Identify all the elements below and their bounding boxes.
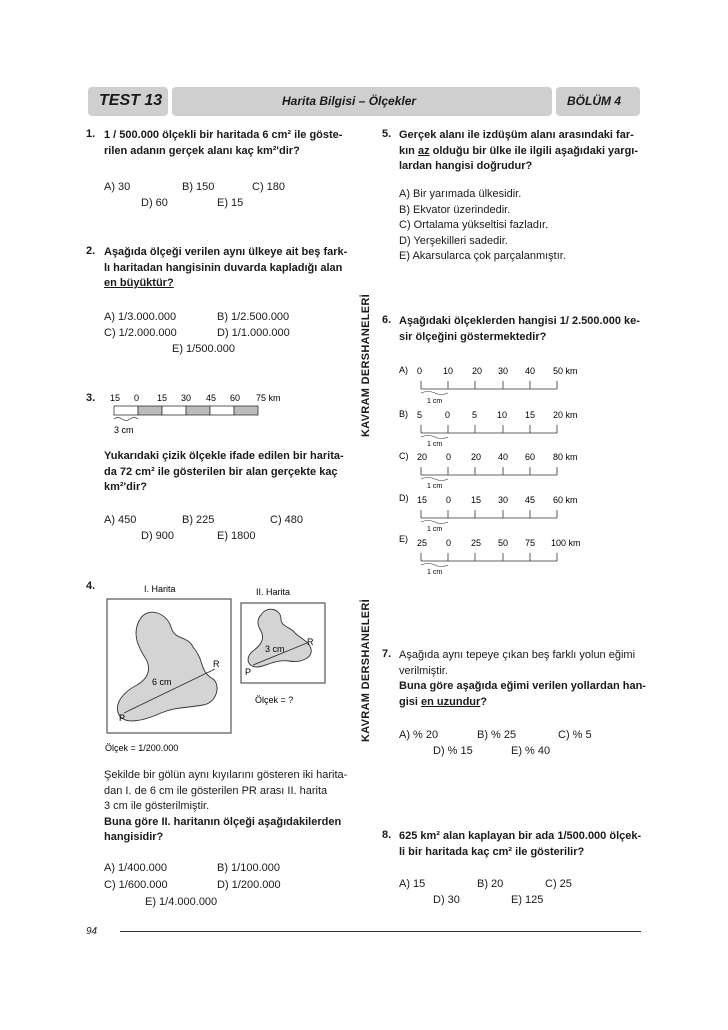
question-number: 2.	[86, 245, 96, 257]
question-number: 3.	[86, 392, 96, 404]
scale-label: 50 km	[553, 366, 578, 376]
question-text	[104, 128, 342, 159]
question-number: 5.	[382, 128, 392, 140]
question-line: rilen adanın gerçek alanı kaç km²'dir?	[104, 144, 300, 157]
question-line: 625 km² alan kaplayan bir ada 1/500.000 ölçek-	[399, 830, 642, 842]
scale-label: 0	[446, 495, 452, 505]
option-b[interactable]: B) 150	[182, 181, 215, 193]
option-a[interactable]: A) 450	[104, 514, 137, 526]
scale-letter: B)	[399, 409, 408, 419]
question-fragment-underlined: en uzundur	[421, 695, 481, 708]
scale-label: 75 km	[256, 393, 281, 403]
option-c[interactable]: C) % 5	[558, 729, 592, 741]
map1-dist: 6 cm	[152, 677, 172, 687]
option-b[interactable]: B) 20	[477, 878, 504, 890]
option-e[interactable]: E) % 40	[511, 745, 551, 757]
scale-label: 25	[471, 538, 482, 548]
scale-label: 15	[157, 393, 168, 403]
option-c[interactable]: C) 1/2.000.000	[104, 327, 177, 339]
question-line: lardan hangisi doğrudur?	[399, 160, 533, 172]
option-e[interactable]: E) 1800	[217, 530, 256, 542]
scale-label: 15	[417, 495, 428, 505]
map2-scale: Ölçek = ?	[255, 695, 294, 705]
option-b[interactable]: B) 225	[182, 514, 215, 526]
option-a[interactable]: A) % 20	[399, 729, 439, 741]
scale-label: 20 km	[553, 410, 578, 420]
scale-label: 45	[525, 495, 536, 505]
map1-point-p: P	[119, 713, 126, 723]
question-line: Buna göre aşağıda eğimi verilen yollardan han-	[399, 680, 646, 692]
scale-letter: E)	[399, 534, 408, 544]
scale-label: 10	[443, 366, 454, 376]
question-line: Aşağıda ölçeği verilen aynı ülkeye ait beş fark-	[104, 246, 348, 258]
question-fragment: kın	[399, 144, 418, 157]
scale-cm-label: 1 cm	[427, 441, 443, 448]
question-number: 4.	[86, 580, 96, 592]
scale-label: 10	[497, 410, 508, 420]
question-line: verilmiştir.	[399, 664, 448, 677]
question-text	[399, 648, 646, 710]
scale-cm-label: 1 cm	[427, 398, 443, 405]
scale-label: 20	[472, 366, 483, 376]
scale-label: 40	[498, 452, 509, 462]
question-line	[399, 144, 638, 160]
option-b[interactable]: B) Ekvator üzerindedir.	[399, 204, 511, 216]
map2-point-r: R	[307, 637, 314, 647]
question-line-underlined: en büyüktür?	[104, 277, 174, 289]
question-number: 7.	[382, 648, 392, 660]
option-d[interactable]: D) 900	[141, 530, 175, 542]
scale-label: 45	[206, 393, 217, 403]
option-c[interactable]: C) 180	[252, 181, 286, 193]
option-c[interactable]: C) 1/600.000	[104, 879, 168, 891]
side-label-top: KAVRAM DERSHANELERİ	[360, 293, 372, 437]
scale-label: 0	[134, 393, 140, 403]
scale-label: 20	[417, 452, 428, 462]
scale-letter: C)	[399, 451, 409, 461]
question-fragment: ?	[480, 695, 488, 708]
question-fragment-underlined: az	[417, 144, 430, 157]
map2-dist: 3 cm	[265, 644, 285, 654]
question-number: 6.	[382, 314, 392, 326]
question-line: Yukarıdaki çizik ölçekle ifade edilen bir harita-	[104, 450, 344, 462]
option-b[interactable]: B) 1/2.500.000	[217, 311, 290, 323]
map1-scale: Ölçek = 1/200.000	[105, 743, 179, 753]
scale-label: 0	[446, 538, 452, 548]
header-section: BÖLÜM 4	[567, 94, 621, 108]
scale-option-d[interactable]	[399, 493, 578, 533]
header-title-box	[172, 87, 552, 116]
question-line: dan I. de 6 cm ile gösterilen PR arası II. harita	[104, 784, 328, 797]
scale-label: 30	[498, 495, 509, 505]
scale-label: 15	[110, 393, 121, 403]
question-line: Şekilde bir gölün aynı kıyılarını gösteren iki harita-	[104, 769, 348, 781]
question-fragment: gisi	[399, 695, 422, 708]
scale-option-c[interactable]	[399, 451, 578, 490]
scale-letter: D)	[399, 493, 409, 503]
question-text	[104, 245, 347, 292]
scale-option-b[interactable]	[399, 409, 578, 448]
question-line: Buna göre II. haritanın ölçeği aşağıdakilerden	[104, 815, 342, 828]
question-line: Aşağıda aynı tepeye çıkan beş farklı yolun eğimi	[399, 649, 636, 661]
option-b[interactable]: B) 1/100.000	[217, 862, 280, 874]
option-a[interactable]: A) 1/400.000	[104, 862, 167, 874]
scale-label: 60	[230, 393, 241, 403]
scale-label: 15	[525, 410, 536, 420]
question-line: Gerçek alanı ile izdüşüm alanı arasındaki far-	[399, 129, 634, 141]
scale-label: 0	[445, 410, 451, 420]
question-line: li bir haritada kaç cm² ile gösterilir?	[399, 845, 585, 858]
question-line: Aşağıdaki ölçeklerden hangisi 1/ 2.500.000 ke-	[399, 315, 640, 327]
question-line: hangisidir?	[104, 831, 164, 843]
scale-label: 100 km	[551, 538, 581, 548]
question-line	[399, 695, 646, 711]
scale-option-a[interactable]	[399, 365, 578, 405]
scale-label: 30	[181, 393, 192, 403]
question-text	[104, 768, 347, 846]
option-b[interactable]: B) % 25	[477, 729, 517, 741]
scale-label: 20	[471, 452, 482, 462]
option-c[interactable]: C) 480	[270, 514, 304, 526]
option-d[interactable]: D) 1/1.000.000	[217, 327, 290, 339]
graphic-scale	[100, 388, 300, 438]
header-title: Harita Bilgisi – Ölçekler	[282, 94, 417, 108]
scale-option-e[interactable]	[399, 534, 581, 576]
test-label: TEST 13	[99, 92, 163, 109]
question-number: 8.	[382, 829, 392, 841]
option-d[interactable]: D) 60	[141, 197, 168, 209]
question-text	[399, 314, 640, 345]
header-section-box	[556, 87, 640, 116]
question-number: 1.	[86, 128, 96, 140]
scale-options-figure	[395, 362, 615, 577]
lake-maps-figure	[95, 575, 365, 760]
page-number: 94	[86, 926, 98, 937]
option-e[interactable]: E) Akarsularca çok parçalanmıştır.	[399, 250, 566, 262]
map1-title: I. Harita	[144, 584, 176, 594]
option-d[interactable]: D) 1/200.000	[217, 879, 281, 891]
question-line: sir ölçeğini göstermektedir?	[399, 330, 547, 343]
option-a[interactable]: A) 15	[399, 878, 426, 890]
option-e[interactable]: E) 1/500.000	[172, 343, 235, 355]
header-test-box	[88, 87, 168, 116]
scale-letter: A)	[399, 365, 408, 375]
scale-label: 60	[525, 452, 536, 462]
map2-title: II. Harita	[256, 587, 291, 597]
option-d[interactable]: D) Yerşekilleri sadedir.	[399, 235, 508, 247]
option-c[interactable]: C) Ortalama yükseltisi fazladır.	[399, 219, 549, 231]
scale-label: 15	[471, 495, 482, 505]
option-a[interactable]: A) 1/3.000.000	[104, 311, 177, 323]
question-text	[399, 128, 638, 175]
question-text	[104, 449, 344, 496]
scale-label: 0	[446, 452, 452, 462]
question-text	[399, 829, 641, 860]
scale-label: 5	[472, 410, 478, 420]
question-line: da 72 cm² ile gösterilen bir alan gerçekte kaç	[104, 465, 338, 478]
option-c[interactable]: C) 25	[545, 878, 572, 890]
scale-cm-label: 1 cm	[427, 569, 443, 576]
footer-rule	[120, 931, 641, 932]
scale-cm-label: 1 cm	[427, 526, 443, 533]
map1-point-r: R	[213, 659, 220, 669]
scale-label: 30	[498, 366, 509, 376]
scale-label: 40	[525, 366, 536, 376]
option-a[interactable]: A) 30	[104, 181, 131, 193]
question-line: 3 cm ile gösterilmiştir.	[104, 800, 210, 812]
question-fragment: olduğu bir ülke ile ilgili aşağıdaki yargı-	[429, 144, 639, 157]
option-e[interactable]: E) 125	[511, 894, 544, 906]
scale-label: 75	[525, 538, 536, 548]
scale-label: 25	[417, 538, 428, 548]
scale-cm-label: 3 cm	[114, 425, 134, 435]
scale-label: 5	[417, 410, 423, 420]
option-a[interactable]: A) Bir yarımada ülkesidir.	[399, 188, 522, 200]
question-line: km²'dir?	[104, 481, 147, 493]
scale-label: 80 km	[553, 452, 578, 462]
side-label-bottom: KAVRAM DERSHANELERİ	[360, 598, 372, 742]
map2-point-p: P	[245, 667, 252, 677]
option-d[interactable]: D) % 15	[433, 745, 473, 757]
scale-label: 50	[498, 538, 509, 548]
question-line: lı haritadan hangisinin duvarda kapladığı alan	[104, 261, 343, 274]
option-e[interactable]: E) 1/4.000.000	[145, 896, 218, 908]
scale-cm-label: 1 cm	[427, 483, 443, 490]
question-line: 1 / 500.000 ölçekli bir haritada 6 cm² ile göste-	[104, 129, 343, 141]
scale-label: 0	[417, 366, 423, 376]
option-d[interactable]: D) 30	[433, 894, 460, 906]
scale-label: 60 km	[553, 495, 578, 505]
option-e[interactable]: E) 15	[217, 197, 244, 209]
